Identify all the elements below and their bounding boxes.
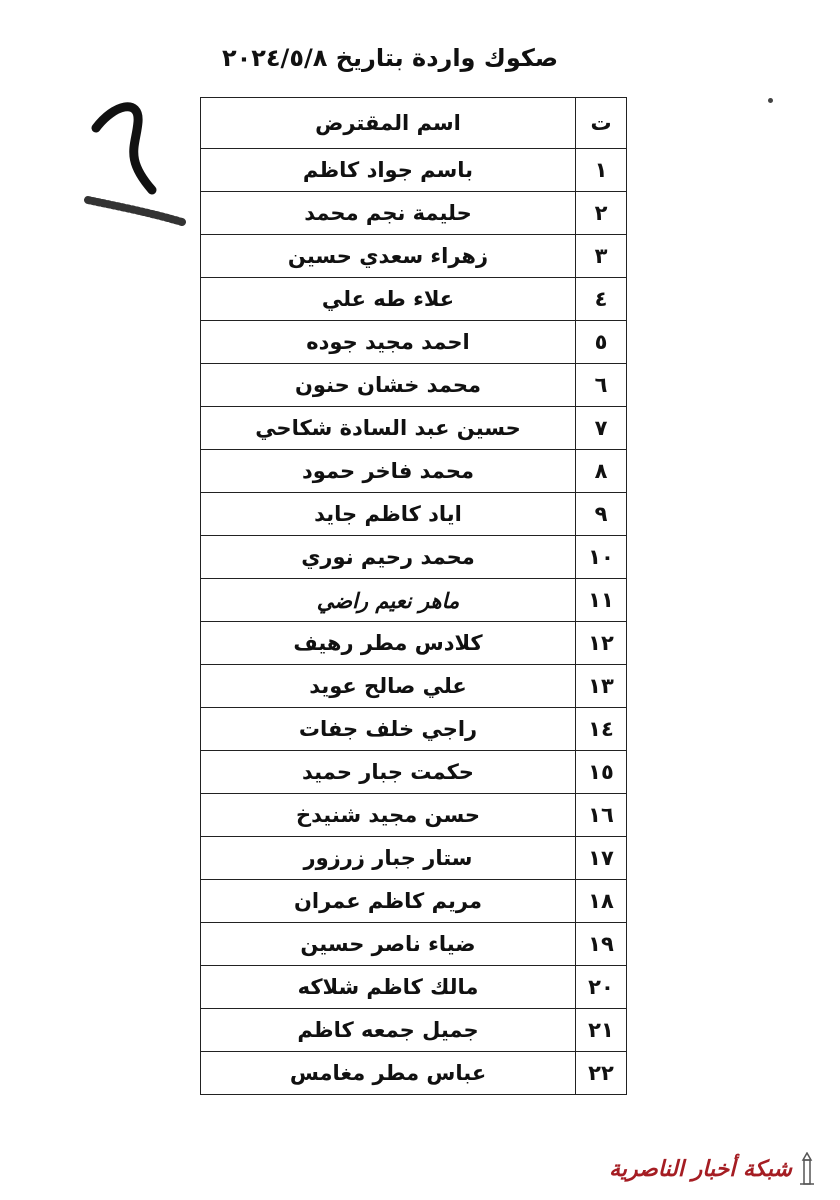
row-number: ٢٠ xyxy=(576,966,627,1009)
margin-dot xyxy=(768,98,773,103)
row-number: ١ xyxy=(576,149,627,192)
borrower-name: عباس مطر مغامس xyxy=(201,1052,576,1095)
borrower-name: علي صالح عويد xyxy=(201,665,576,708)
row-number: ١٤ xyxy=(576,708,627,751)
table-row xyxy=(201,923,627,966)
table-row xyxy=(201,364,627,407)
table-row xyxy=(201,235,627,278)
table-row xyxy=(201,794,627,837)
row-number: ١٦ xyxy=(576,794,627,837)
row-number: ١٩ xyxy=(576,923,627,966)
borrower-name: مالك كاظم شلاكه xyxy=(201,966,576,1009)
header-borrower-name: اسم المقترض xyxy=(201,98,576,149)
row-number: ٩ xyxy=(576,493,627,536)
row-number: ٥ xyxy=(576,321,627,364)
table-row xyxy=(201,493,627,536)
row-number: ٧ xyxy=(576,407,627,450)
row-number: ٢٢ xyxy=(576,1052,627,1095)
row-number: ١٣ xyxy=(576,665,627,708)
borrower-name: محمد فاخر حمود xyxy=(201,450,576,493)
row-number: ١١ xyxy=(576,579,627,622)
row-number: ١٧ xyxy=(576,837,627,880)
page-title: صكوك واردة بتاريخ ٢٠٢٤/٥/٨ xyxy=(221,44,559,72)
borrower-name: جميل جمعه كاظم xyxy=(201,1009,576,1052)
borrower-name: ماهر نعيم راضي xyxy=(201,579,576,622)
table-row xyxy=(201,708,627,751)
table-row xyxy=(201,1052,627,1095)
borrower-name: راجي خلف جفات xyxy=(201,708,576,751)
borrower-name: حليمة نجم محمد xyxy=(201,192,576,235)
borrower-name: ستار جبار زرزور xyxy=(201,837,576,880)
borrower-name: اياد كاظم جايد xyxy=(201,493,576,536)
borrower-name: ضياء ناصر حسين xyxy=(201,923,576,966)
borrower-name: كلادس مطر رهيف xyxy=(201,622,576,665)
handwritten-number-mark xyxy=(82,94,192,234)
mosque-minaret-icon xyxy=(796,1152,818,1186)
row-number: ٤ xyxy=(576,278,627,321)
watermark-logo xyxy=(609,1152,818,1186)
row-number: ١٨ xyxy=(576,880,627,923)
table-row xyxy=(201,450,627,493)
borrower-name: حكمت جبار حميد xyxy=(201,751,576,794)
table-row xyxy=(201,837,627,880)
row-number: ١٥ xyxy=(576,751,627,794)
table-header-row xyxy=(201,98,627,149)
table-row xyxy=(201,751,627,794)
watermark-text: شبكة أخبار الناصرية xyxy=(609,1156,792,1182)
borrowers-table xyxy=(200,97,627,1095)
table-row xyxy=(201,192,627,235)
table-row xyxy=(201,321,627,364)
borrower-name: علاء طه علي xyxy=(201,278,576,321)
table-row xyxy=(201,665,627,708)
borrower-name: احمد مجيد جوده xyxy=(201,321,576,364)
borrower-name: باسم جواد كاظم xyxy=(201,149,576,192)
borrower-name: مريم كاظم عمران xyxy=(201,880,576,923)
table-row xyxy=(201,536,627,579)
table-row xyxy=(201,966,627,1009)
table-row xyxy=(201,278,627,321)
table-row xyxy=(201,407,627,450)
row-number: ٨ xyxy=(576,450,627,493)
row-number: ٢ xyxy=(576,192,627,235)
row-number: ٦ xyxy=(576,364,627,407)
borrower-name: محمد خشان حنون xyxy=(201,364,576,407)
row-number: ١٠ xyxy=(576,536,627,579)
table-row xyxy=(201,880,627,923)
table-row xyxy=(201,579,627,622)
row-number: ٢١ xyxy=(576,1009,627,1052)
row-number: ١٢ xyxy=(576,622,627,665)
table-row xyxy=(201,1009,627,1052)
borrower-name: حسن مجيد شنيدخ xyxy=(201,794,576,837)
table-row xyxy=(201,622,627,665)
header-number: ت xyxy=(576,98,627,149)
table-row xyxy=(201,149,627,192)
borrower-name: زهراء سعدي حسين xyxy=(201,235,576,278)
row-number: ٣ xyxy=(576,235,627,278)
borrower-name: محمد رحيم نوري xyxy=(201,536,576,579)
borrower-name: حسين عبد السادة شكاحي xyxy=(201,407,576,450)
